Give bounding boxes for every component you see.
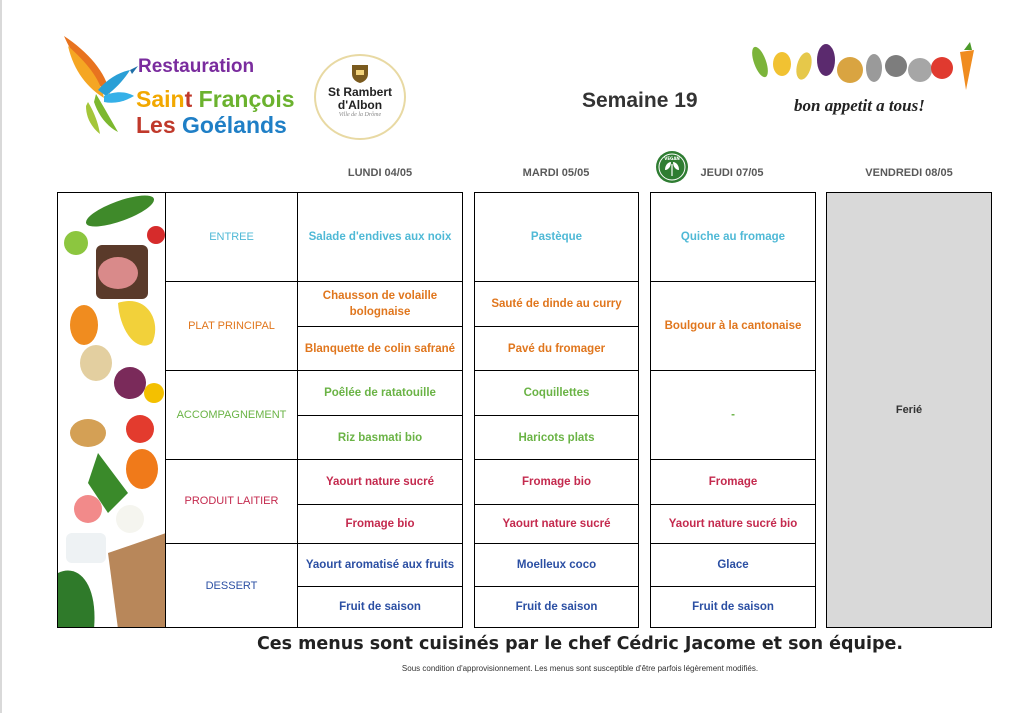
les-text: Les [136,112,176,138]
st-rambert-line2: d'Albon [337,98,383,112]
mardi-acc-2: Haricots plats [474,415,639,460]
restauration-logo [58,32,298,136]
footer-chef-note: Ces menus sont cuisinés par le chef Cédric Jacome et son équipe. [256,634,904,654]
cross-letter: t [184,86,193,112]
bon-appetit-logo [746,38,986,124]
mardi-dess-2: Fruit de saison [474,586,639,628]
lundi-plat-1: Chausson de volaille bolognaise [297,281,463,327]
day-header-mardi: MARDI 05/05 [522,167,590,179]
day-header-jeudi: JEUDI 07/05 [700,167,764,179]
mardi-acc-1: Coquillettes [474,370,639,416]
crest-icon [351,64,369,84]
lundi-dess-2: Fruit de saison [297,586,463,628]
page-edge [0,0,2,713]
saint-francois-title [136,86,295,113]
lundi-lait-1: Yaourt nature sucré [297,459,463,505]
jeudi-dess-1: Glace [650,543,816,587]
category-dessert: DESSERT [205,579,258,592]
mardi-plat-2: Pavé du fromager [474,326,639,371]
vegetables-icon [746,38,986,98]
jeudi-acc: - [650,370,816,460]
mardi-lait-1: Fromage bio [474,459,639,505]
jeudi-plat: Boulgour à la cantonaise [650,281,816,371]
lundi-entree: Salade d'endives aux noix [297,192,463,282]
st-rambert-name [316,86,404,112]
lundi-acc-2: Riz basmati bio [297,415,463,460]
les-goelands-title [136,112,287,139]
mardi-plat-1: Sauté de dinde au curry [474,281,639,327]
vegan-label: VEGAN [664,156,680,161]
mardi-dess-1: Moelleux coco [474,543,639,587]
category-accompagnement: ACCOMPAGNEMENT [176,408,287,421]
saint-text: Sain [136,86,185,112]
day-header-lundi: LUNDI 04/05 [347,167,413,179]
category-laitier: PRODUIT LAITIER [184,495,279,507]
mardi-lait-2: Yaourt nature sucré [474,504,639,544]
restauration-title: Restauration [138,56,255,77]
food-illustration [58,193,165,628]
lundi-plat-2: Blanquette de colin safrané [297,326,463,371]
lundi-dess-1: Yaourt aromatisé aux fruits [297,543,463,587]
jeudi-lait-1: Fromage [650,459,816,505]
vendredi-ferie: Ferié [826,192,992,628]
day-header-vendredi: VENDREDI 08/05 [865,167,953,179]
food-image [57,192,165,628]
st-rambert-tagline: Ville de la Drôme [338,112,382,118]
jeudi-dess-2: Fruit de saison [650,586,816,628]
mardi-entree: Pastèque [474,192,639,282]
st-rambert-line1: St Rambert [327,85,392,99]
jeudi-lait-2: Yaourt nature sucré bio [650,504,816,544]
jeudi-entree: Quiche au fromage [650,192,816,282]
goelands-text: Goélands [182,112,287,138]
lundi-lait-2: Fromage bio [297,504,463,544]
lundi-acc-1: Poêlée de ratatouille [297,370,463,416]
category-entree: ENTREE [209,230,254,243]
footer-disclaimer: Sous condition d'approvisionnement. Les menus sont susceptible d'être parfois légèrement modifiés. [401,664,759,673]
francois-text: François [198,86,295,112]
bon-appetit-text: bon appetit a tous! [794,96,925,115]
hummingbird-icon [58,32,138,136]
week-title: Semaine 19 [582,89,698,112]
category-plat: PLAT PRINCIPAL [188,319,275,332]
st-rambert-logo [314,54,406,140]
